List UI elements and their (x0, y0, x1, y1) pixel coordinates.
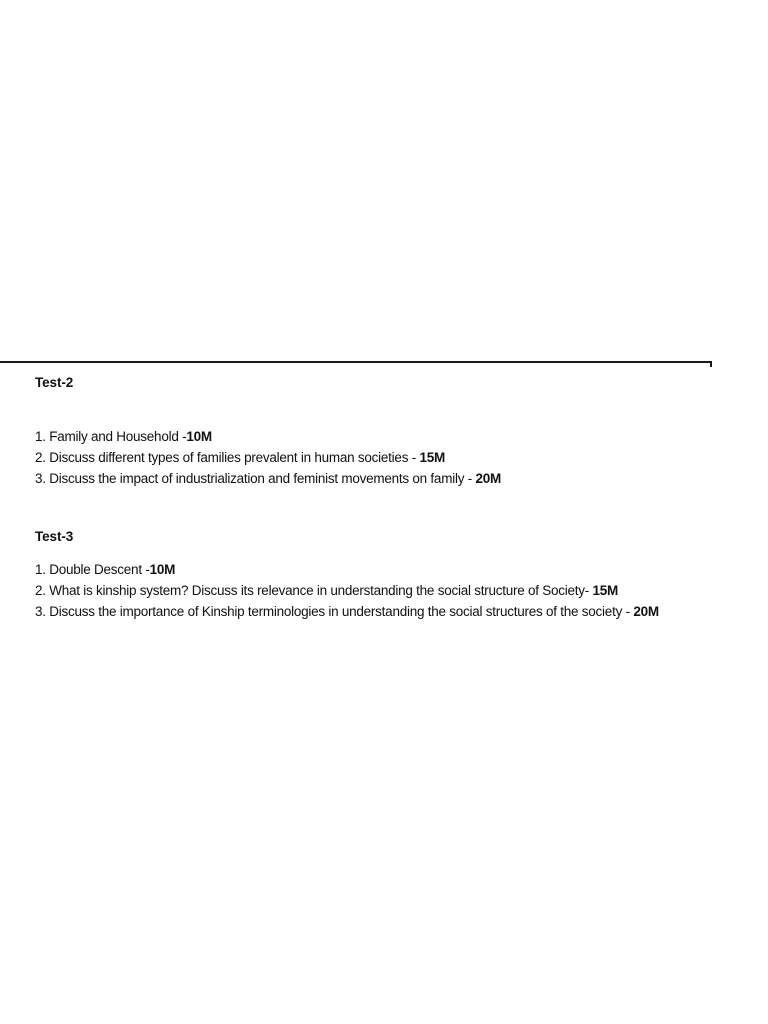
question-marks: 10M (186, 429, 212, 444)
question-marks: 15M (592, 583, 619, 598)
question-item (35, 426, 755, 447)
question-item (35, 559, 755, 580)
question-text: 2. What is kinship system? Discuss its relevance in understanding the social structure of Society- (35, 583, 593, 598)
test-2-section (35, 374, 755, 489)
question-text: 3. Discuss the impact of industrialization and feminist movements on family - (35, 471, 476, 486)
question-item (35, 601, 755, 622)
test-2-question-list (35, 426, 755, 489)
test-3-section (35, 528, 755, 622)
question-marks: 10M (149, 562, 176, 577)
test-3-heading: Test-3 (35, 529, 74, 544)
question-marks: 20M (633, 604, 659, 619)
test-2-heading: Test-2 (35, 375, 74, 390)
question-item (35, 580, 755, 601)
question-item (35, 447, 755, 468)
question-marks: 15M (419, 450, 445, 465)
test-3-question-list (35, 559, 755, 622)
question-text: 1. Family and Household - (35, 429, 187, 444)
question-text: 2. Discuss different types of families prevalent in human societies - (35, 450, 420, 465)
horizontal-divider (0, 361, 712, 363)
question-item (35, 468, 755, 489)
divider-end-mark (710, 361, 712, 367)
question-marks: 20M (475, 471, 501, 486)
question-text: 3. Discuss the importance of Kinship terminologies in understanding the social structures of the society - (35, 604, 634, 619)
question-text: 1. Double Descent - (35, 562, 150, 577)
